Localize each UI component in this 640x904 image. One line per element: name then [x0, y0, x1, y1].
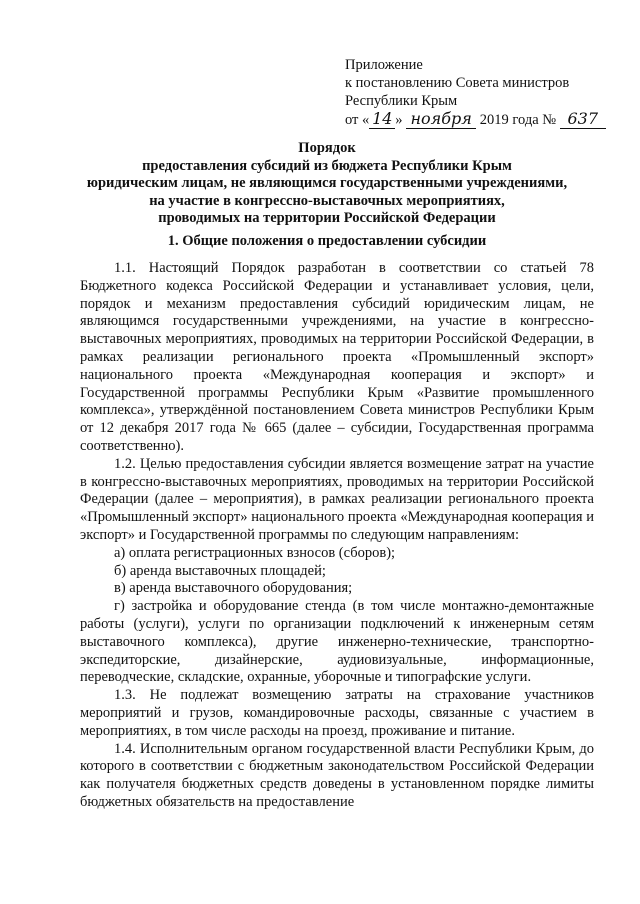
handwritten-number: 637: [560, 110, 606, 129]
handwritten-day: 14: [369, 110, 395, 129]
date-prefix: от «: [345, 112, 370, 128]
title-line-4: на участие в конгрессно-выставочных мероприятиях,: [149, 192, 505, 209]
paragraph-1-2: 1.2. Целью предоставления субсидии является возмещение затрат на участие в конгрессно-выставочных мероприятиях, проводимых на территории Российской Федерации (далее – мероприятия), в рамках реализации регионального проекта «Промышленный экспорт» национального проекта «Международная кооперация и экспорт» и Государственной программы по следующим направлениям:: [80, 455, 594, 543]
appendix-resolution: к постановлению Совета министров: [345, 75, 570, 91]
appendix-republic: Республики Крым: [345, 93, 458, 109]
appendix-date-line: [345, 110, 615, 129]
list-item-d: г) застройка и оборудование стенда (в том числе монтажно-демонтажные работы (услуги), услуги по организации подключений к инженерным сетям выставочного комплекса), другие инженерно-технические, транспортно-экспедиторские, дизайнерские, аудиовизуальные, информационные, переводческие, складские, охранные, уборочные и типографские услуги.: [80, 598, 594, 686]
document-title: [60, 140, 594, 228]
list-item-b: б) аренда выставочных площадей;: [114, 562, 326, 579]
title-line-3: юридическим лицам, не являющимся государственными учреждениями,: [86, 175, 568, 191]
title-line-2: предоставления субсидий из бюджета Республики Крым: [142, 157, 512, 174]
date-year: 2019 года №: [479, 112, 557, 128]
list-item-c: в) аренда выставочного оборудования;: [114, 580, 353, 597]
appendix-block: [345, 56, 615, 129]
paragraph-1-1: 1.1. Настоящий Порядок разработан в соответствии со статьей 78 Бюджетного кодекса Российской Федерации и устанавливает условия, цели, порядок и механизм предоставления субсидий юридическим лицам, не являющимся государственными учреждениями, на участие в конгрессно-выставочных мероприятиях, проводимых на территории Российской Федерации, в рамках реализации регионального проекта «Промышленный экспорт» национального проекта «Международная кооперация и экспорт» и Государственной программы Республики Крым «Развитие промышленного комплекса», утверждённой постановлением Совета министров Республики Крым от 12 декабря 2017 года № 665 (далее – субсидии, Государственная программа соответственно).: [80, 260, 594, 454]
document-body: [80, 260, 594, 812]
title-line-1: Порядок: [298, 140, 356, 156]
title-line-5: проводимых на территории Российской Федерации: [158, 210, 496, 226]
paragraph-1-3: 1.3. Не подлежат возмещению затраты на страхование участников мероприятий и грузов, командировочные расходы, связанные с участием в мероприятиях, в том числе расходы на проезд, проживание и питание.: [80, 687, 594, 739]
appendix-label: Приложение: [345, 57, 423, 73]
section-heading: 1. Общие положения о предоставлении субсидии: [167, 233, 487, 249]
paragraph-1-4: 1.4. Исполнительным органом государственной власти Республики Крым, до которого в соответствии с бюджетным законодательством Российской Федерации как получателя бюджетных средств доведены в установленном порядке лимиты бюджетных обязательств на предоставление: [80, 740, 594, 810]
list-item-a: а) оплата регистрационных взносов (сборов);: [114, 544, 396, 561]
handwritten-month: ноября: [406, 110, 476, 129]
date-mid: »: [395, 112, 403, 128]
